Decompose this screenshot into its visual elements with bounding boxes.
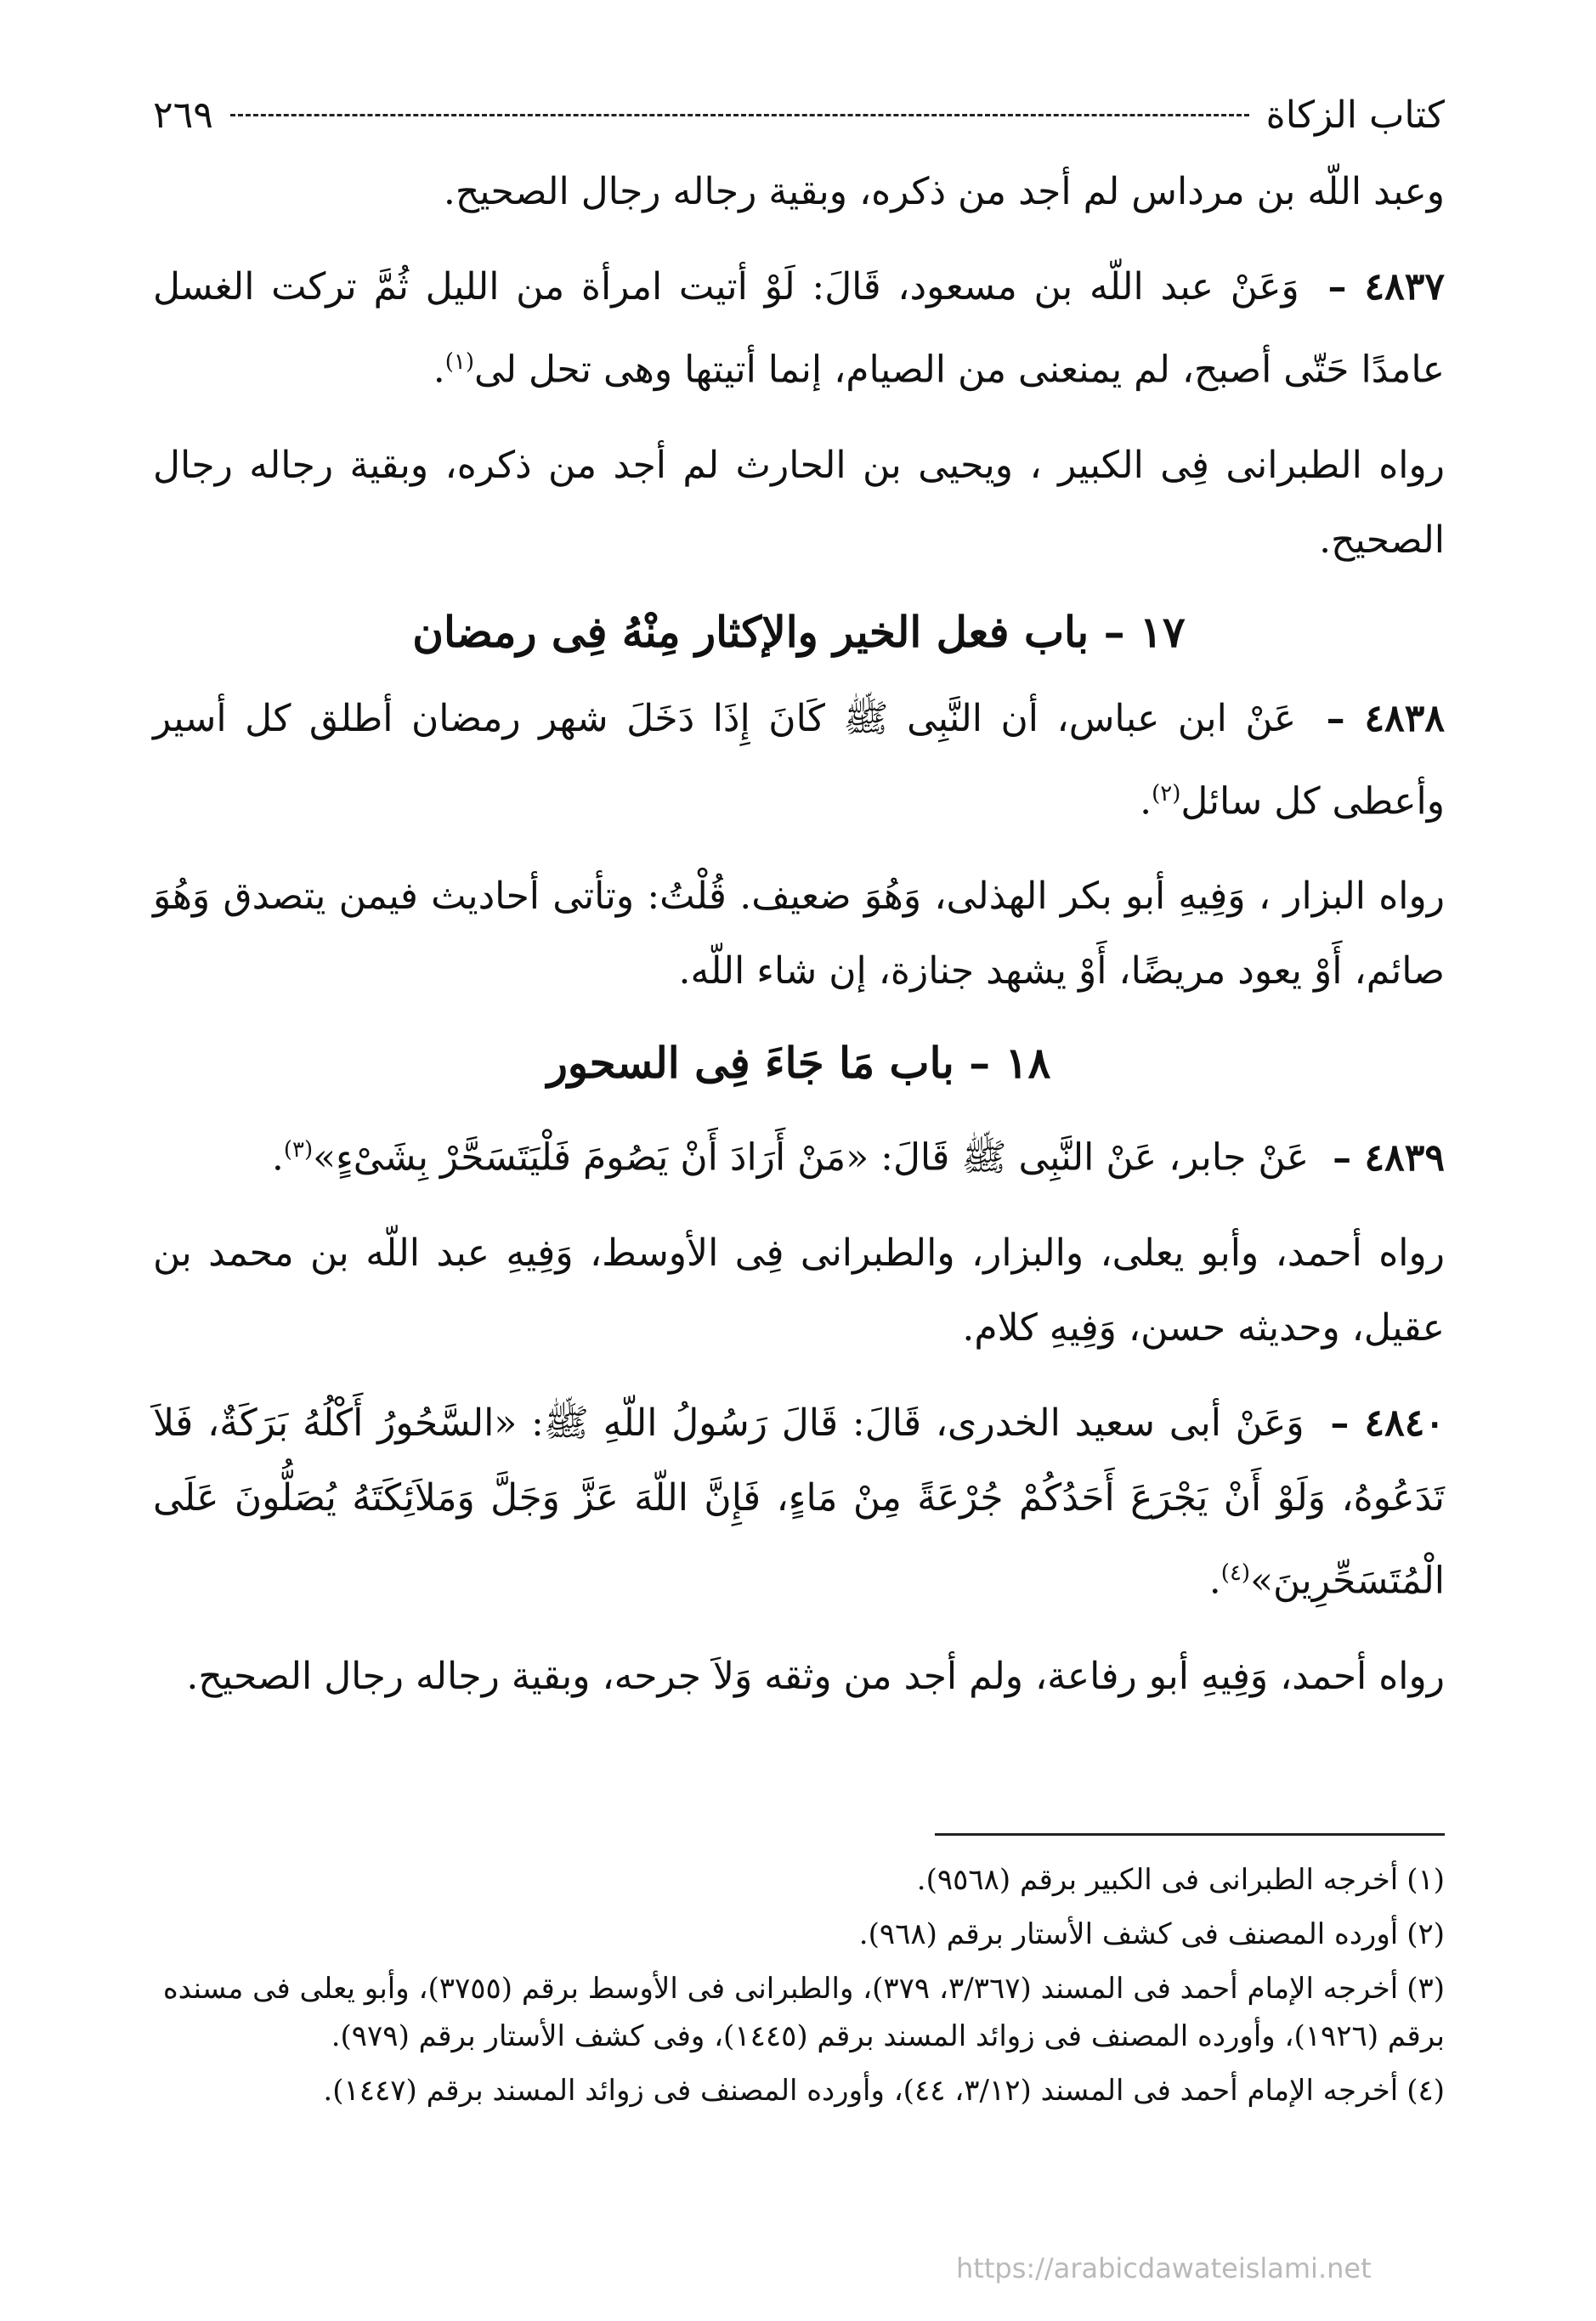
footnote: [153, 1965, 1445, 2060]
hadith-text: عَنْ ابن عباس، أن النَّبِى ﷺ كَانَ إِذَا دَخَلَ شهر رمضان أطلق كل أسير وأعطى كل سائل: [153, 696, 1445, 824]
footnote: [153, 1911, 1445, 1958]
hadith-number: ٤٨٣٨ –: [1326, 696, 1445, 740]
footnote-ref[interactable]: (١): [444, 349, 474, 375]
hadith-4837: ٤٨٣٧ – وَعَنْ عبد اللّه بن مسعود، قَالَ: لَوْ أتيت امرأة من الليل ثُمَّ تركت الغسل عامدًا حَتّى أصبح، لم يمنعنى من الصيام، إنما أتيتها وهى تحل لى$^{(١)}$.: [153, 265, 1445, 392]
paragraph: رواه الطبرانى فِى الكبير ، ويحيى بن الحارث لم أجد من ذكره، وبقية رجاله رجال الصحيح.: [153, 443, 1445, 562]
footnote-text: أخرجه الإمام أحمد فى المسند (٣/١٢، ٤٤)، وأورده المصنف فى زوائد المسند برقم (١٤٤٧).: [323, 2073, 1399, 2108]
hadith-number: ٤٨٣٩ –: [1333, 1135, 1445, 1180]
footnote: [153, 1856, 1445, 1904]
footnote-number: (١): [1406, 1862, 1445, 1897]
paragraph: وعبد اللّه بن مرداس لم أجد من ذكره، وبقية رجاله رجال الصحيح.: [443, 170, 1445, 213]
chapter-heading: ١٧ – باب فعل الخير والإكثار مِنْهُ فِى رمضان: [412, 606, 1186, 657]
header-title: كتاب الزكاة: [1265, 93, 1445, 137]
footnote-ref[interactable]: (٣): [283, 1137, 314, 1163]
chapter-heading: ١٨ – باب مَا جَاءَ فِى السحور: [546, 1038, 1051, 1089]
hadith-4839: ٤٨٣٩ – عَنْ جابر، عَنْ النَّبِى ﷺ قَالَ: «مَنْ أَرَادَ أَنْ يَصُومَ فَلْيَتَسَحَّرْ بِشَىْءٍ»$^{(٣)}$.: [271, 1135, 1445, 1180]
hadith-text: وَعَنْ عبد اللّه بن مسعود، قَالَ: لَوْ أتيت امرأة من الليل ثُمَّ تركت الغسل عامدًا حَتّى أصبح، لم يمنعنى من الصيام، إنما أتيتها وهى تحل لى: [153, 265, 1445, 392]
footnote-text: أورده المصنف فى كشف الأستار برقم (٩٦٨).: [858, 1916, 1399, 1951]
hadith-text: وَعَنْ أبى سعيد الخدرى، قَالَ: قَالَ رَسُولُ اللّهِ ﷺ: «السَّحُورُ أَكْلُهُ بَرَكَةٌ، فَلاَ تَدَعُوهُ، وَلَوْ أَنْ يَجْرَعَ أَحَدُكُمْ جُرْعَةً مِنْ مَاءٍ، فَإِنَّ اللّهَ عَزَّ وَجَلَّ وَمَلاَئِكَتَهُ يُصَلُّونَ عَلَى الْمُتَسَحِّرِينَ»: [153, 1401, 1445, 1603]
watermark-url: https://arabicdawateislami.net: [956, 2252, 1372, 2284]
book-page: [153, 85, 1445, 2121]
hadith-text: عَنْ جابر، عَنْ النَّبِى ﷺ قَالَ: «مَنْ أَرَادَ أَنْ يَصُومَ فَلْيَتَسَحَّرْ بِشَىْءٍ»: [313, 1135, 1310, 1180]
paragraph: رواه أحمد، وَفِيهِ أبو رفاعة، ولم أجد من وثقه وَلاَ جرحه، وبقية رجاله رجال الصحيح.: [186, 1654, 1445, 1698]
footnote-number: (٢): [1406, 1916, 1445, 1951]
footnote-number: (٣): [1406, 1971, 1445, 2006]
footnote-text: أخرجه الإمام أحمد فى المسند (٣/٣٦٧، ٣٧٩)، والطبرانى فى الأوسط برقم (٣٧٥٥)، وأبو يعلى فى مسنده برقم (١٩٢٦)، وأورده المصنف فى زوائد المسند برقم (١٤٤٥)، وفى كشف الأستار برقم (٩٧٩).: [162, 1971, 1445, 2053]
hadith-number: ٤٨٣٧ –: [1327, 265, 1445, 309]
running-header: [153, 85, 1445, 144]
footnote-divider: [935, 1833, 1445, 1836]
paragraph: رواه البزار ، وَفِيهِ أبو بكر الهذلى، وَهُوَ ضعيف. قُلْتُ: وتأتى أحاديث فيمن يتصدق وَهُوَ صائم، أَوْ يعود مريضًا، أَوْ يشهد جنازة، إن شاء اللّه.: [153, 875, 1445, 994]
hadith-number: ٤٨٤٠ –: [1330, 1401, 1445, 1445]
paragraph: رواه أحمد، وأبو يعلى، والبزار، والطبرانى فِى الأوسط، وَفِيهِ عبد اللّه بن محمد بن عقيل، وحديثه حسن، وَفِيهِ كلام.: [153, 1231, 1445, 1350]
hadith-4840: ٤٨٤٠ – وَعَنْ أبى سعيد الخدرى، قَالَ: قَالَ رَسُولُ اللّهِ ﷺ: «السَّحُورُ أَكْلُهُ بَرَكَةٌ، فَلاَ تَدَعُوهُ، وَلَوْ أَنْ يَجْرَعَ أَحَدُكُمْ جُرْعَةً مِنْ مَاءٍ، فَإِنَّ اللّهَ عَزَّ وَجَلَّ وَمَلاَئِكَتَهُ يُصَلُّونَ عَلَى الْمُتَسَحِّرِينَ»$^{(٤)}$.: [153, 1401, 1445, 1603]
footnote-ref[interactable]: (٤): [1220, 1560, 1251, 1586]
header-dashed-rule: [230, 114, 1249, 116]
footnote-text: أخرجه الطبرانى فى الكبير برقم (٩٥٦٨).: [916, 1862, 1399, 1897]
footnote: [153, 2067, 1445, 2114]
footnote-ref[interactable]: (٢): [1152, 780, 1181, 807]
page-number: ٢٦٩: [153, 93, 213, 137]
footnote-number: (٤): [1406, 2073, 1445, 2108]
hadith-4838: ٤٨٣٨ – عَنْ ابن عباس، أن النَّبِى ﷺ كَانَ إِذَا دَخَلَ شهر رمضان أطلق كل أسير وأعطى كل سائل$^{(٢)}$.: [153, 696, 1445, 824]
